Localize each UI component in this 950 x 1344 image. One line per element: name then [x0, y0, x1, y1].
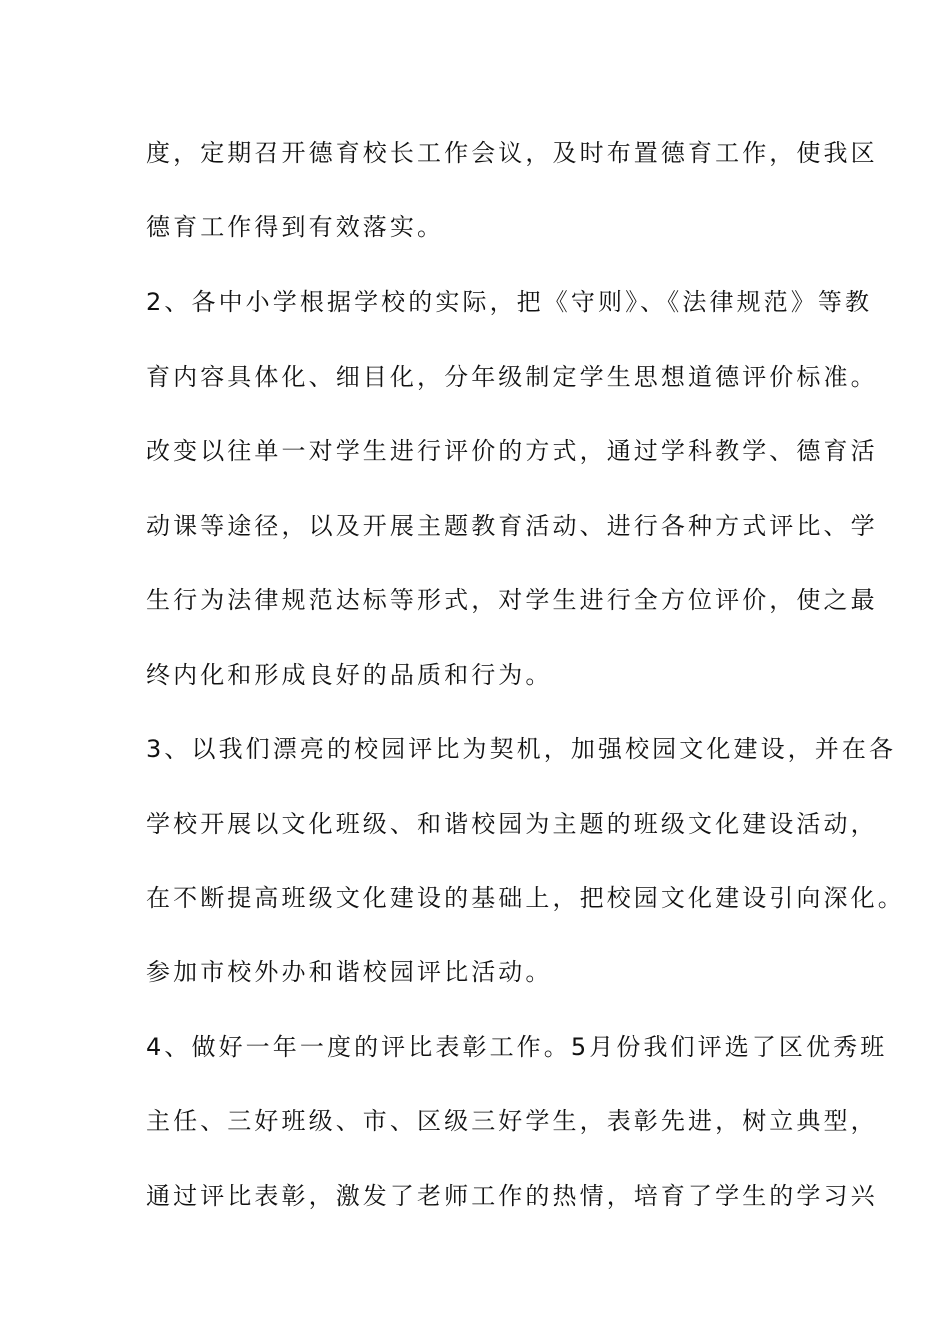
text-line: 育内容具体化、细目化，分年级制定学生思想道德评价标准。	[146, 363, 878, 391]
text-line: 2、各中小学根据学校的实际，把《守则》、《法律规范》等教	[146, 288, 873, 316]
text-line: 参加市校外办和谐校园评比活动。	[146, 958, 553, 986]
text-line: 动课等途径，以及开展主题教育活动、进行各种方式评比、学	[146, 512, 878, 540]
text-line: 4、做好一年一度的评比表彰工作。5月份我们评选了区优秀班	[146, 1033, 888, 1061]
text-line: 通过评比表彰，激发了老师工作的热情，培育了学生的学习兴	[146, 1182, 878, 1210]
text-line: 终内化和形成良好的品质和行为。	[146, 661, 553, 689]
text-line: 生行为法律规范达标等形式，对学生进行全方位评价，使之最	[146, 586, 878, 614]
text-line: 改变以往单一对学生进行评价的方式，通过学科教学、德育活	[146, 437, 878, 465]
text-line: 德育工作得到有效落实。	[146, 213, 445, 241]
text-line: 学校开展以文化班级、和谐校园为主题的班级文化建设活动，	[146, 810, 878, 838]
text-line: 3、以我们漂亮的校园评比为契机，加强校园文化建设，并在各	[146, 735, 897, 763]
text-line: 度，定期召开德育校长工作会议，及时布置德育工作，使我区	[146, 139, 878, 167]
text-line: 主任、三好班级、市、区级三好学生，表彰先进，树立典型，	[146, 1107, 878, 1135]
text-line: 在不断提高班级文化建设的基础上，把校园文化建设引向深化。	[146, 884, 905, 912]
